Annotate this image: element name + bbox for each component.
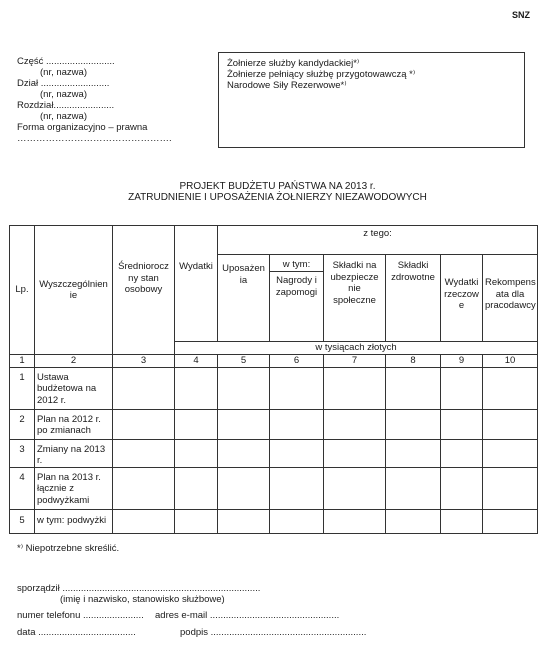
cell[interactable] xyxy=(324,367,386,409)
row-lp: 2 xyxy=(10,409,35,439)
sporzadzil-field: sporządził ........................................................................... xyxy=(17,583,261,594)
col-number: 5 xyxy=(218,355,270,368)
sporzadzil-hint: (imię i nazwisko, stanowisko służbowe) xyxy=(60,594,225,605)
col-number: 3 xyxy=(113,355,175,368)
cell[interactable] xyxy=(113,409,175,439)
email-field: adres e-mail ................................................. xyxy=(155,610,340,621)
header-lp: Lp. xyxy=(10,226,35,355)
cell[interactable] xyxy=(483,509,538,533)
category-box xyxy=(218,52,525,148)
title-line-2: ZATRUDNIENIE I UPOSAŻENIA ŻOŁNIERZY NIEZAWODOWYCH xyxy=(128,192,427,203)
field-dzial: Dział .......................... xyxy=(17,78,110,89)
date-field: data ..................................... xyxy=(17,627,136,638)
cell[interactable] xyxy=(218,509,270,533)
cell[interactable] xyxy=(113,509,175,533)
telefon-field: numer telefonu ....................... xyxy=(17,610,144,621)
cell[interactable] xyxy=(324,467,386,509)
header-w-tym: w tym: xyxy=(270,255,324,272)
field-rozdzial: Rozdział....................... xyxy=(17,100,115,111)
header-wydatki: Wydatki xyxy=(175,226,218,342)
cell[interactable] xyxy=(483,467,538,509)
field-dzial-hint: (nr, nazwa) xyxy=(40,89,87,100)
cell[interactable] xyxy=(175,409,218,439)
cell[interactable] xyxy=(324,409,386,439)
cell[interactable] xyxy=(270,467,324,509)
field-czesc: Część .......................... xyxy=(17,56,115,67)
field-rozdzial-hint: (nr, nazwa) xyxy=(40,111,87,122)
cell[interactable] xyxy=(324,439,386,467)
row-lp: 4 xyxy=(10,467,35,509)
table-row xyxy=(10,367,538,409)
col-number: 6 xyxy=(270,355,324,368)
col-number: 2 xyxy=(35,355,113,368)
cell[interactable] xyxy=(218,409,270,439)
cell[interactable] xyxy=(113,439,175,467)
title-line-1: PROJEKT BUDŻETU PAŃSTWA NA 2013 r. xyxy=(179,181,376,192)
field-forma-dots: …………………………………………. xyxy=(17,133,172,144)
cell[interactable] xyxy=(386,439,441,467)
category-kandydacka: Żołnierze służby kandydackiej*⁾ xyxy=(227,58,360,69)
cell[interactable] xyxy=(386,367,441,409)
cell[interactable] xyxy=(218,367,270,409)
col-number: 8 xyxy=(386,355,441,368)
header-skladki-zdrowotne: Składki zdrowotne xyxy=(386,255,441,342)
cell[interactable] xyxy=(483,439,538,467)
signature-field: podpis ........................................................... xyxy=(180,627,367,638)
cell[interactable] xyxy=(270,439,324,467)
form-code: SNZ xyxy=(512,10,530,20)
cell[interactable] xyxy=(386,409,441,439)
field-forma: Forma organizacyjno – prawna xyxy=(17,122,148,133)
category-przygotowawcza: Żołnierze pełniący służbę przygotowawczą *⁾ xyxy=(227,69,416,80)
row-label: Ustawa budżetowa na 2012 r. xyxy=(35,367,113,409)
cell[interactable] xyxy=(483,367,538,409)
col-number: 1 xyxy=(10,355,35,368)
cell[interactable] xyxy=(218,467,270,509)
cell[interactable] xyxy=(175,509,218,533)
row-label: Plan na 2013 r. łącznie z podwyżkami xyxy=(35,467,113,509)
table-row xyxy=(10,439,538,467)
cell[interactable] xyxy=(218,439,270,467)
cell[interactable] xyxy=(441,409,483,439)
cell[interactable] xyxy=(441,509,483,533)
cell[interactable] xyxy=(441,439,483,467)
table-row xyxy=(10,467,538,509)
row-label: Plan na 2012 r. po zmianach xyxy=(35,409,113,439)
row-lp: 5 xyxy=(10,509,35,533)
header-unit: w tysiącach złotych xyxy=(175,342,538,355)
cell[interactable] xyxy=(441,367,483,409)
table-row xyxy=(10,509,538,533)
cell[interactable] xyxy=(483,409,538,439)
footnote: *⁾ Niepotrzebne skreślić. xyxy=(17,543,120,554)
col-number: 4 xyxy=(175,355,218,368)
col-number: 9 xyxy=(441,355,483,368)
category-nsr: Narodowe Siły Rezerwowe*⁾ xyxy=(227,80,347,91)
cell[interactable] xyxy=(441,467,483,509)
header-nagrody: Nagrody i zapomogi xyxy=(270,272,324,342)
field-czesc-hint: (nr, nazwa) xyxy=(40,67,87,78)
header-wydatki-rzeczowe: Wydatki rzeczow e xyxy=(441,255,483,342)
row-label: Zmiany na 2013 r. xyxy=(35,439,113,467)
cell[interactable] xyxy=(113,467,175,509)
cell[interactable] xyxy=(175,439,218,467)
header-wyszczegolnienie: Wyszczególnien ie xyxy=(35,226,113,355)
budget-table xyxy=(9,225,538,534)
table-row xyxy=(10,409,538,439)
header-stan-osobowy: Średniorocz ny stan osobowy xyxy=(113,226,175,355)
row-label: w tym: podwyżki xyxy=(35,509,113,533)
cell[interactable] xyxy=(270,367,324,409)
row-lp: 3 xyxy=(10,439,35,467)
cell[interactable] xyxy=(386,467,441,509)
header-z-tego: z tego: xyxy=(218,226,538,255)
col-number: 7 xyxy=(324,355,386,368)
row-lp: 1 xyxy=(10,367,35,409)
cell[interactable] xyxy=(113,367,175,409)
cell[interactable] xyxy=(175,367,218,409)
header-rekompensata: Rekompens ata dla pracodawcy xyxy=(483,255,538,342)
cell[interactable] xyxy=(270,509,324,533)
cell[interactable] xyxy=(270,409,324,439)
cell[interactable] xyxy=(324,509,386,533)
cell[interactable] xyxy=(175,467,218,509)
header-skladki-ubezpieczenie: Składki na ubezpiecze nie społeczne xyxy=(324,255,386,342)
cell[interactable] xyxy=(386,509,441,533)
header-uposazenia: Uposażen ia xyxy=(218,255,270,342)
col-number: 10 xyxy=(483,355,538,368)
